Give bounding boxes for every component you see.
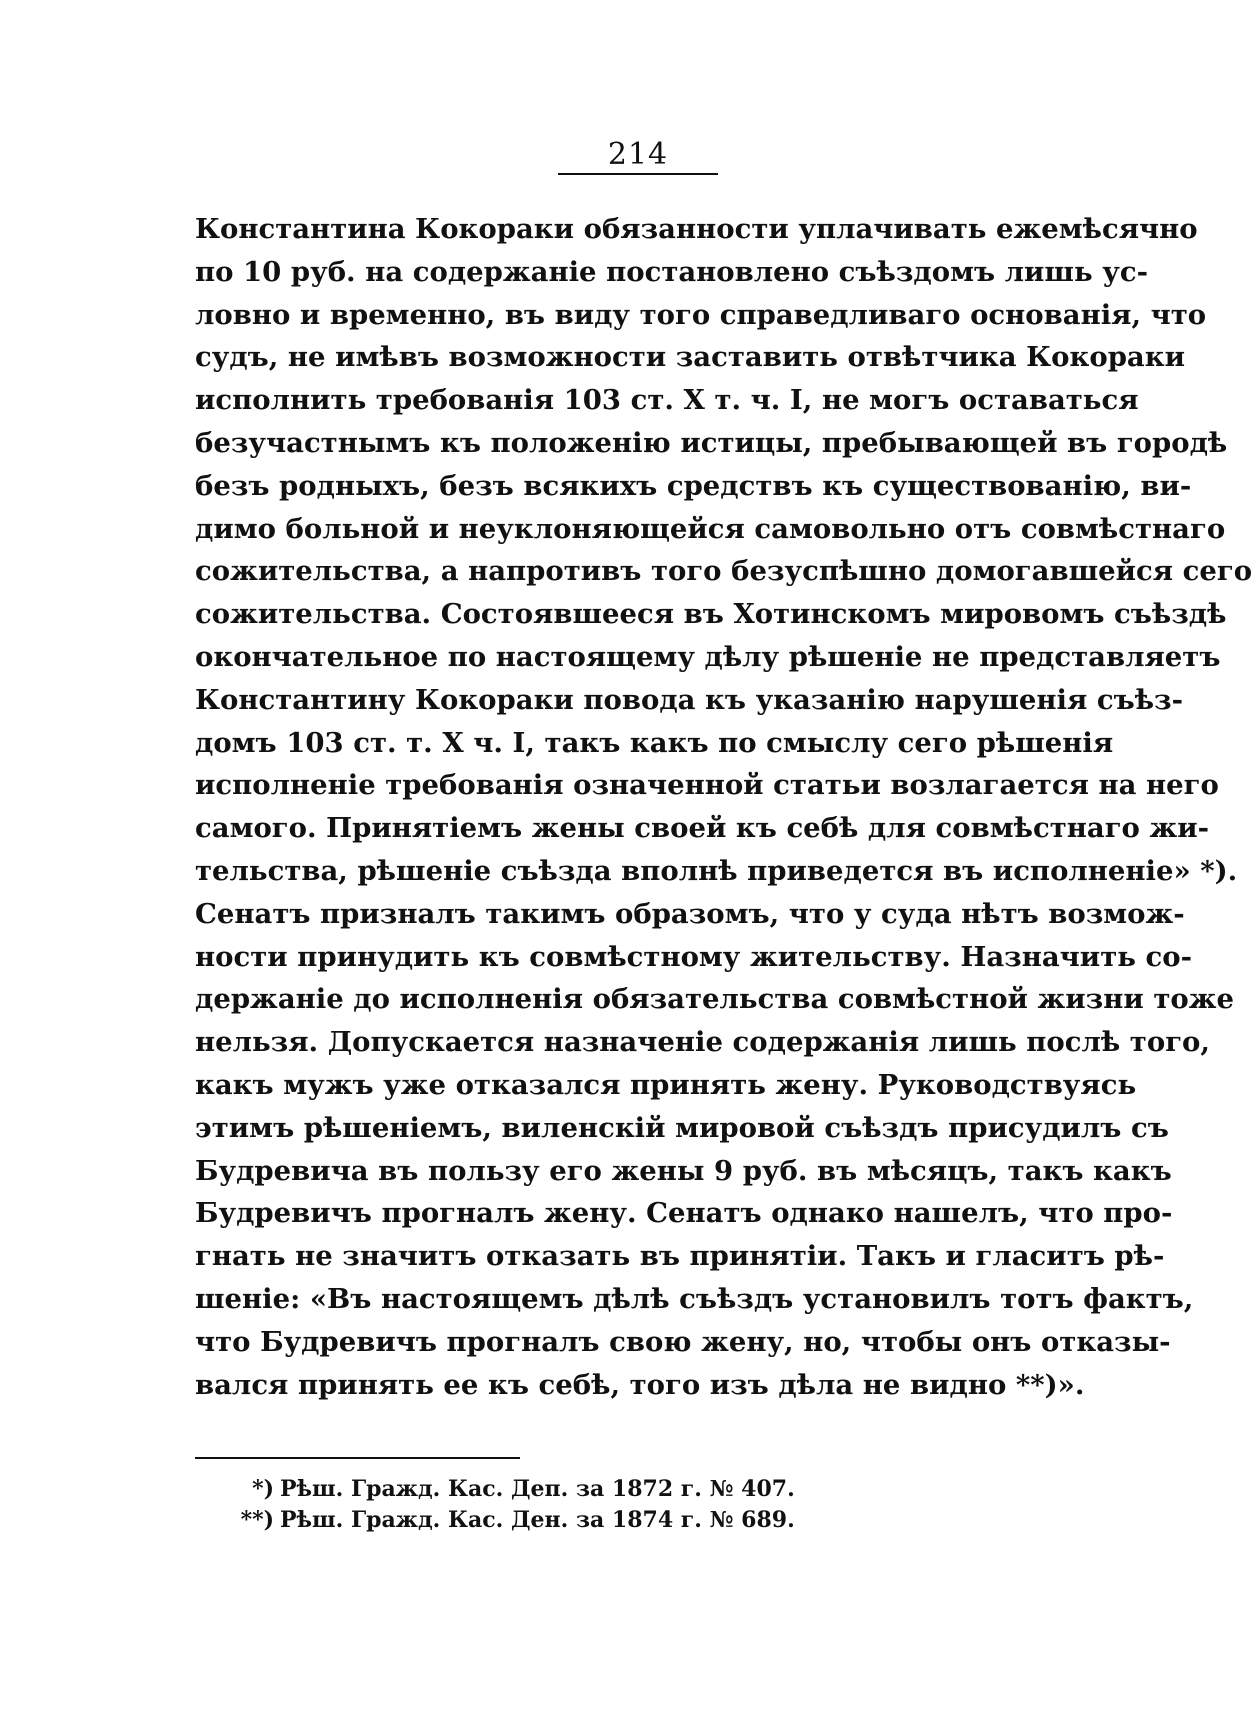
footnote-text: Рѣш. Гражд. Кас. Ден. за 1874 г. № 689.: [280, 1507, 795, 1533]
footnote-rule: [195, 1457, 520, 1459]
text-line: сожительства, а напротивъ того безуспѣшно домогавшейся сего: [195, 555, 1252, 588]
page-number: 214: [607, 137, 669, 172]
text-line: по 10 руб. на содержаніе постановлено съѣздомъ лишь ус-: [195, 255, 1148, 288]
footnotes: [230, 1474, 795, 1536]
text-line: шеніе: «Въ настоящемъ дѣлѣ съѣздъ установилъ тотъ фактъ,: [195, 1282, 1194, 1315]
footnote-mark: **): [240, 1507, 274, 1533]
text-line: Константина Кокораки обязанности уплачивать ежемѣсячно: [195, 213, 1198, 245]
text-line: окончательное по настоящему дѣлу рѣшеніе не представляетъ: [195, 640, 1221, 673]
text-line: нельзя. Допускается назначеніе содержанія лишь послѣ того,: [195, 1026, 1210, 1059]
text-line: какъ мужъ уже отказался принять жену. Руководствуясь: [195, 1068, 1137, 1101]
text-line: димо больной и неуклоняющейся самовольно отъ совмѣстнаго: [195, 512, 1226, 545]
footnote: [230, 1474, 795, 1505]
page-number-rule: [558, 173, 718, 175]
text-line: гнать не значитъ отказать въ принятіи. Такъ и гласитъ рѣ-: [195, 1240, 1165, 1273]
text-line: исполненіе требованія означенной статьи возлагается на него: [195, 769, 1219, 802]
footnote: [230, 1505, 795, 1536]
text-line: домъ 103 ст. т. X ч. I, такъ какъ по смыслу сего рѣшенія: [195, 726, 1114, 759]
text-line: вался принять ее къ себѣ, того изъ дѣла не видно **)».: [195, 1368, 1085, 1401]
text-line: исполнить требованія 103 ст. X т. ч. I, не могъ оставаться: [195, 384, 1139, 417]
text-line: этимъ рѣшеніемъ, виленскій мировой съѣздъ присудилъ съ: [195, 1111, 1169, 1144]
footnote-text: Рѣш. Гражд. Кас. Деп. за 1872 г. № 407.: [280, 1476, 795, 1502]
text-line: ности принудить къ совмѣстному жительству. Назначить со-: [195, 940, 1192, 973]
text-line: Сенатъ призналъ такимъ образомъ, что у суда нѣтъ возмож-: [195, 897, 1185, 930]
text-line: безъ родныхъ, безъ всякихъ средствъ къ существованію, ви-: [195, 469, 1192, 502]
text-line: судъ, не имѣвъ возможности заставить отвѣтчика Кокораки: [195, 341, 1185, 374]
body-text: [195, 208, 1252, 1406]
text-line: ловно и временно, въ виду того справедливаго основанія, что: [195, 298, 1207, 331]
text-line: сожительства. Состоявшееся въ Хотинскомъ мировомъ съѣздѣ: [195, 598, 1227, 631]
text-line: безучастнымъ къ положенію истицы, пребывающей въ городѣ: [195, 426, 1228, 459]
text-line: что Будревичъ прогналъ свою жену, но, чтобы онъ отказы-: [195, 1325, 1171, 1358]
footnote-mark: *): [252, 1476, 274, 1502]
text-line: Константину Кокораки повода къ указанію нарушенія съѣз-: [195, 683, 1183, 716]
text-line: Будревича въ пользу его жены 9 руб. въ мѣсяцъ, такъ какъ: [195, 1154, 1172, 1187]
text-line: самого. Принятіемъ жены своей къ себѣ для совмѣстнаго жи-: [195, 812, 1210, 845]
text-line: держаніе до исполненія обязательства совмѣстной жизни тоже: [195, 983, 1234, 1016]
text-line: Будревичъ прогналъ жену. Сенатъ однако нашелъ, что про-: [195, 1197, 1173, 1230]
text-line: тельства, рѣшеніе съѣзда вполнѣ приведется въ исполненіе» *).: [195, 854, 1238, 887]
